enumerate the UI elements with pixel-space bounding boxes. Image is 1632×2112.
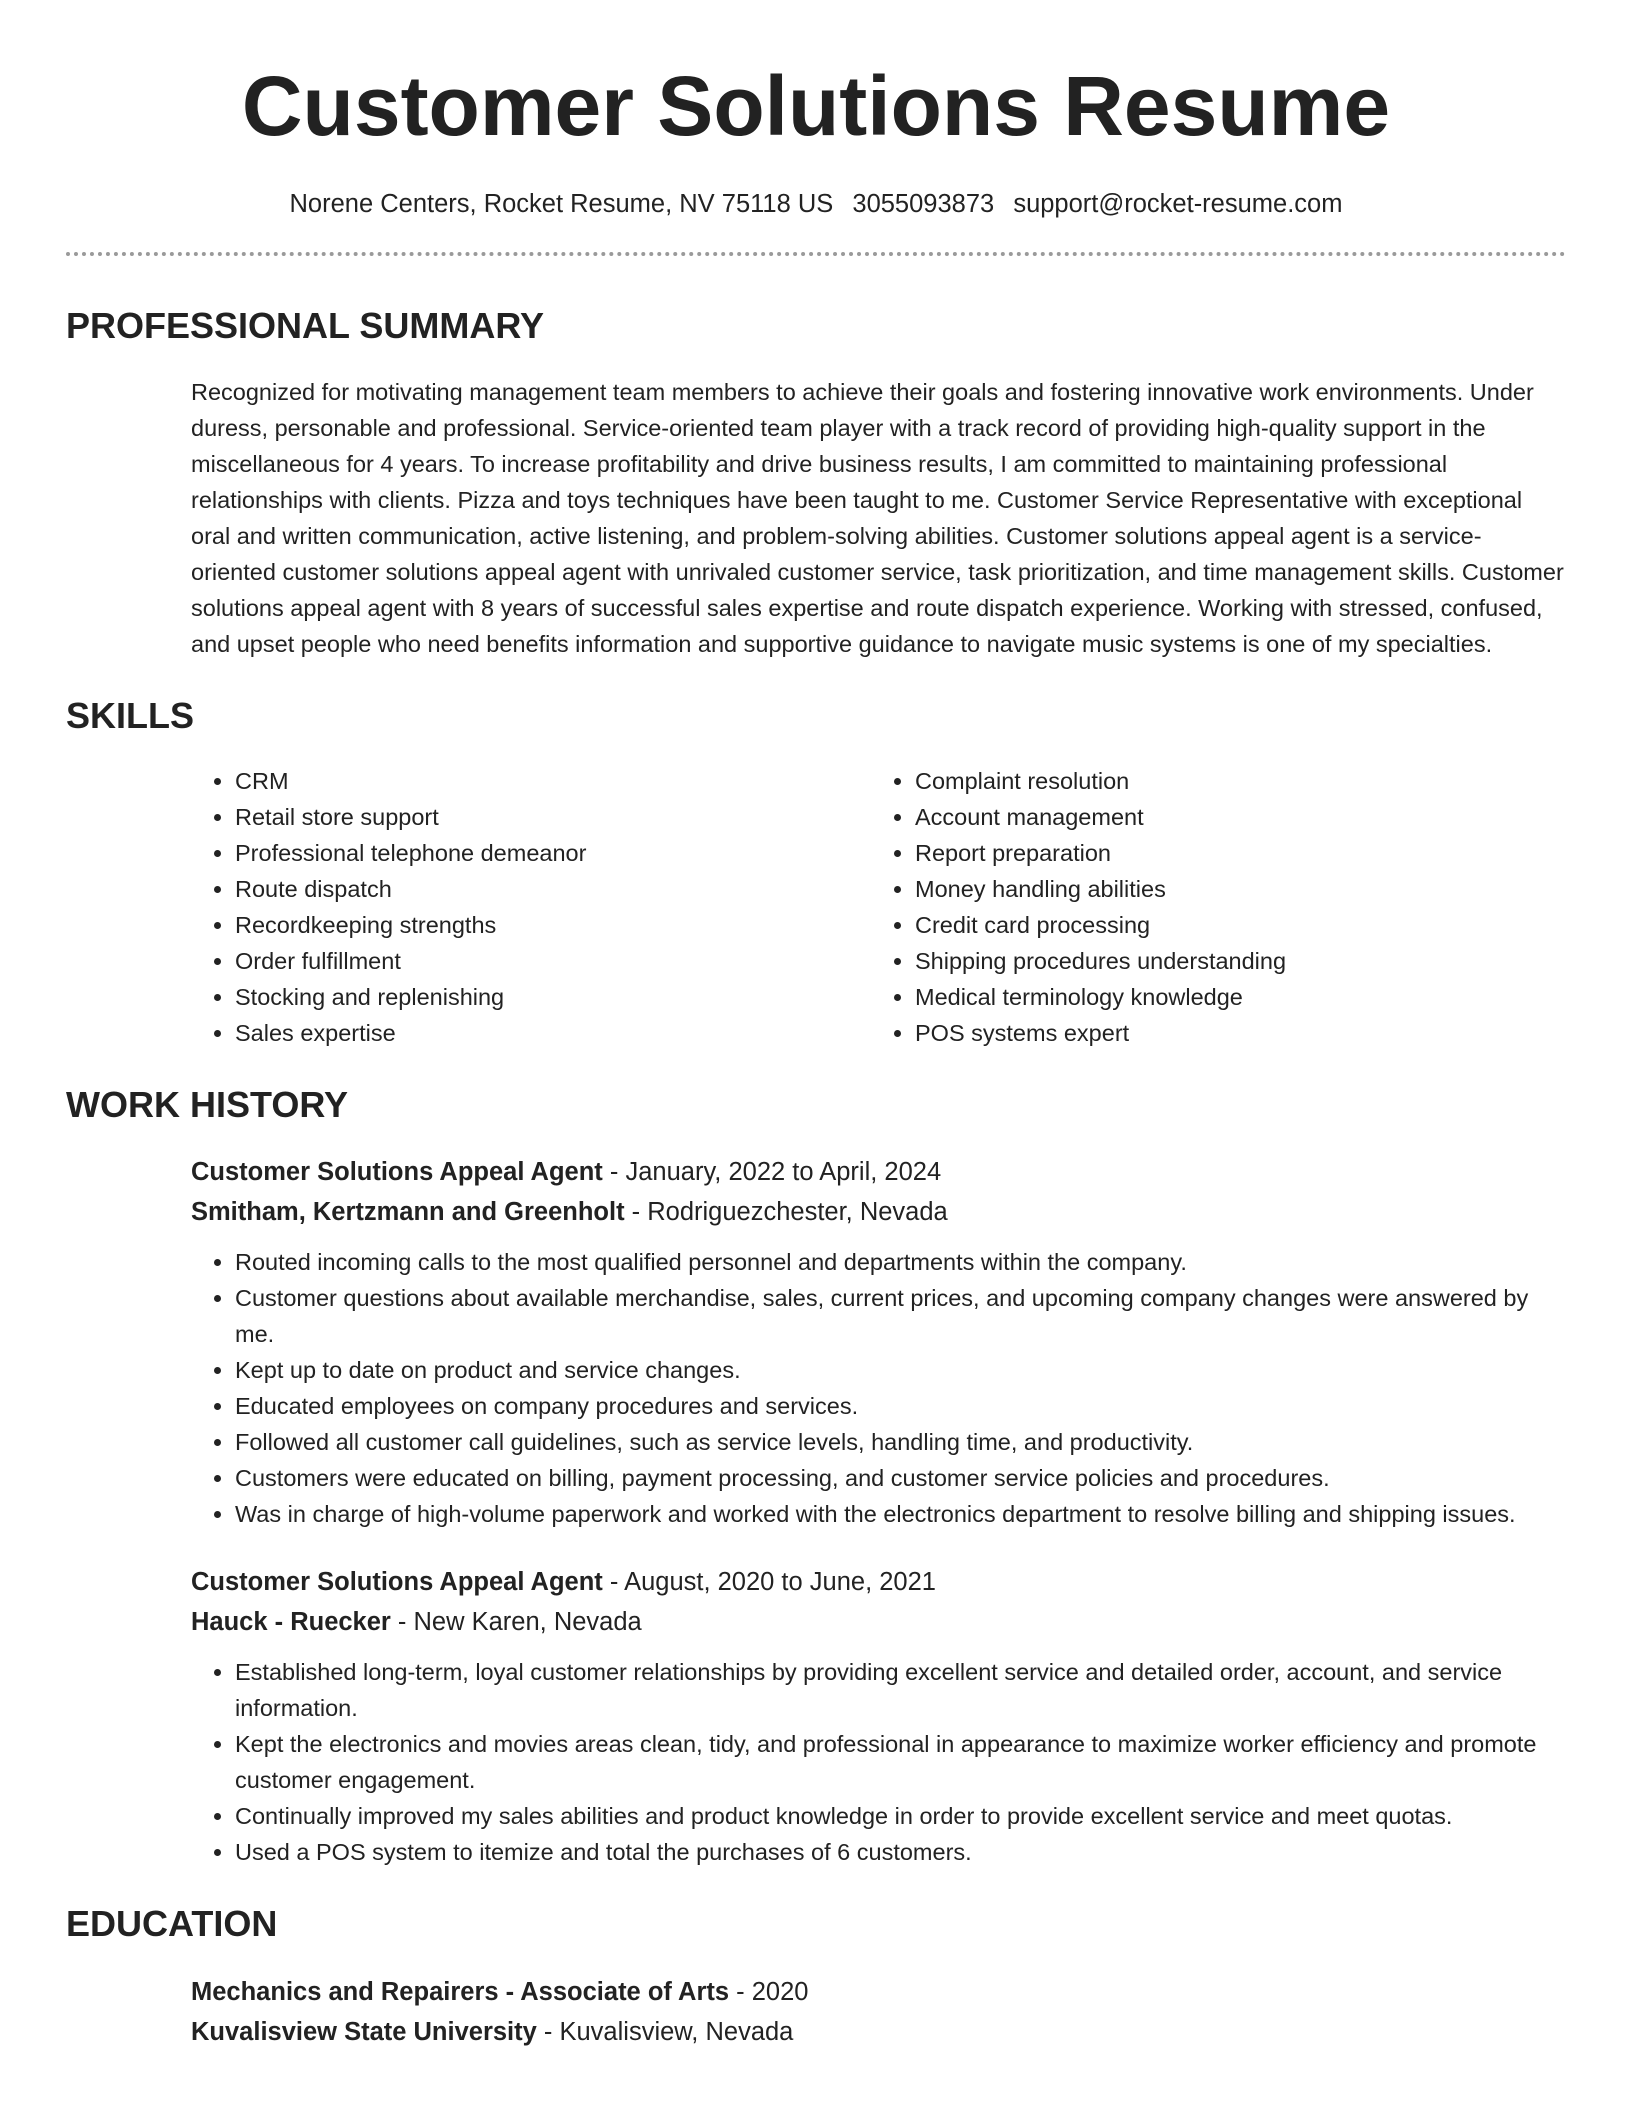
job-bullets (191, 1654, 1566, 1870)
job-company-line (191, 1602, 1566, 1642)
job-location: - New Karen, Nevada (390, 1608, 642, 1636)
work-history-heading: WORK HISTORY (66, 1084, 349, 1125)
resume-title: Customer Solutions Resume (241, 59, 1391, 153)
job-title: Customer Solutions Appeal Agent (191, 1158, 603, 1186)
education-entry (191, 1972, 1566, 2052)
summary-text: Recognized for motivating management team members to achieve their goals and fostering innovative work environments. Under duress, personable and professional. Service-oriented team player with a track record of providing high-quality support in the miscellaneous for 4 years. To increase profitability and drive business results, I am committed to maintaining professional relationships with clients. Pizza and toys techniques have been taught to me. Customer Service Representative with exceptional oral and written communication, active listening, and problem-solving abilities. Customer solutions appeal agent is a service-oriented customer solutions appeal agent with unrivaled customer service, task prioritization, and time management skills. Customer solutions appeal agent with 8 years of successful sales expertise and route dispatch experience. Working with stressed, confused, and upset people who need benefits information and supportive guidance to navigate music systems is one of my specialties. (191, 379, 1564, 657)
job-bullet: • Used a POS system to itemize and total the purchases of 6 customers. (235, 1834, 1566, 1870)
education-year: - 2020 (729, 1978, 809, 2006)
job-bullet: • Routed incoming calls to the most qualified personnel and departments within the company. (235, 1244, 1566, 1280)
skill-item: • Retail store support (235, 799, 871, 835)
job-bullet: • Customer questions about available merchandise, sales, current prices, and upcoming company changes were answered by me. (235, 1280, 1566, 1352)
job-bullet: • Followed all customer call guidelines, such as service levels, handling time, and productivity. (235, 1424, 1566, 1460)
skill-item: • Recordkeeping strengths (235, 907, 871, 943)
job-company-line (191, 1192, 1566, 1232)
education-degree-line (191, 1972, 1566, 2012)
skill-item: • CRM (235, 763, 871, 799)
job-bullet: • Was in charge of high-volume paperwork and worked with the electronics department to resolve billing and shipping issues. (235, 1496, 1566, 1532)
job-entry (191, 1152, 1566, 1532)
education-degree: Mechanics and Repairers - Associate of Arts (191, 1978, 730, 2006)
education-location: - Kuvalisview, Nevada (536, 2018, 794, 2046)
skill-item: • Medical terminology knowledge (915, 979, 1286, 1015)
job-bullet: • Customers were educated on billing, payment processing, and customer service policies and procedures. (235, 1460, 1566, 1496)
job-bullets (191, 1244, 1566, 1532)
job-dates: - August, 2020 to June, 2021 (602, 1568, 936, 1596)
header-divider (66, 252, 1566, 256)
skill-item: • Route dispatch (235, 871, 871, 907)
job-bullet: • Established long-term, loyal customer relationships by providing excellent service and detailed order, account, and service information. (235, 1654, 1566, 1726)
job-location: - Rodriguezchester, Nevada (624, 1198, 948, 1226)
job-bullet: • Educated employees on company procedures and services. (235, 1388, 1566, 1424)
job-company: Hauck - Ruecker (191, 1608, 391, 1636)
job-bullet: • Kept up to date on product and service changes. (235, 1352, 1566, 1388)
skill-item: • Order fulfillment (235, 943, 871, 979)
skill-item: • Credit card processing (915, 907, 1286, 943)
job-title-line (191, 1152, 1566, 1192)
skills-column-left (191, 763, 871, 1051)
job-title: Customer Solutions Appeal Agent (191, 1568, 603, 1596)
skill-item: • Complaint resolution (915, 763, 1286, 799)
job-title-line (191, 1562, 1566, 1602)
job-dates: - January, 2022 to April, 2024 (602, 1158, 942, 1186)
summary-heading: PROFESSIONAL SUMMARY (66, 305, 545, 346)
contact-phone: 3055093873 (852, 190, 995, 218)
skill-item: • Sales expertise (235, 1015, 871, 1051)
skill-item: • Shipping procedures understanding (915, 943, 1286, 979)
skills-column-right (871, 763, 1286, 1051)
job-company: Smitham, Kertzmann and Greenholt (191, 1198, 625, 1226)
skills-list (191, 763, 1566, 1051)
skill-item: • POS systems expert (915, 1015, 1286, 1051)
contact-address: Norene Centers, Rocket Resume, NV 75118 US (289, 190, 834, 218)
job-bullet: • Continually improved my sales abilities and product knowledge in order to provide excellent service and meet quotas. (235, 1798, 1566, 1834)
education-school-line (191, 2012, 1566, 2052)
education-school: Kuvalisview State University (191, 2018, 537, 2046)
skill-item: • Money handling abilities (915, 871, 1286, 907)
contact-email: support@rocket-resume.com (1013, 190, 1343, 218)
skill-item: • Professional telephone demeanor (235, 835, 871, 871)
skill-item: • Report preparation (915, 835, 1286, 871)
job-bullet: • Kept the electronics and movies areas clean, tidy, and professional in appearance to maximize worker efficiency and promote customer engagement. (235, 1726, 1566, 1798)
skill-item: • Stocking and replenishing (235, 979, 871, 1015)
skill-item: • Account management (915, 799, 1286, 835)
education-heading: EDUCATION (66, 1903, 278, 1944)
contact-line (66, 188, 1566, 220)
skills-heading: SKILLS (66, 695, 195, 736)
job-entry (191, 1562, 1566, 1870)
